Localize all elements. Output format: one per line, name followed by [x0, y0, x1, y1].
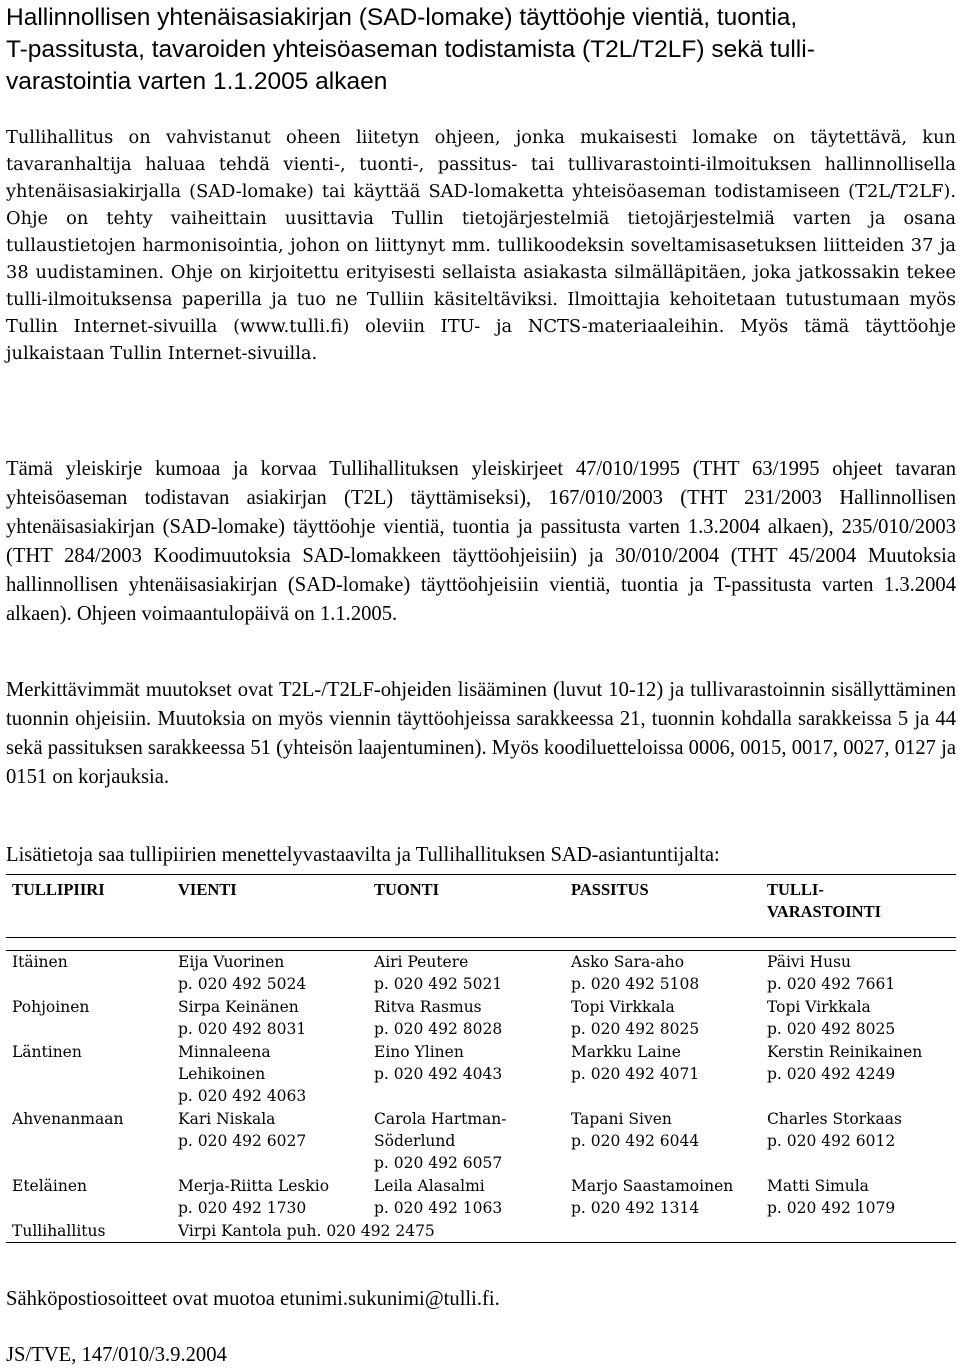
passitus-contact-cell: [571, 996, 699, 1040]
contact-name: Charles Storkaas: [767, 1110, 902, 1128]
contact-name: Minnaleena: [178, 1043, 271, 1061]
contact-phone: p. 020 492 7661: [767, 975, 896, 993]
header-tullipiiri: TULLIPIIRI: [12, 880, 105, 899]
tuonti-contact-cell: [374, 1108, 507, 1174]
contact-phone: p. 020 492 4043: [374, 1065, 503, 1083]
contact-phone: p. 020 492 4063: [178, 1087, 307, 1105]
email-note: Sähköpostiosoitteet ovat muotoa etunimi.sukunimi@tulli.fi.: [6, 1287, 500, 1310]
contact-name: Söderlund: [374, 1132, 456, 1150]
title-line: varastointia varten 1.1.2005 alkaen: [6, 68, 388, 95]
contacts-intro: Lisätietoja saa tullipiirien menettelyvastaavilta ja Tullihallituksen SAD-asiantuntijalta:: [6, 843, 720, 866]
tuonti-contact-cell: [374, 996, 502, 1040]
contact-name: Päivi Husu: [767, 953, 852, 971]
vienti-contact-cell: [178, 1220, 435, 1242]
contact-name: Marjo Saastamoinen: [571, 1177, 734, 1195]
contact-name: Sirpa Keinänen: [178, 998, 299, 1016]
intro-paragraph: Tullihallitus on vahvistanut oheen liitetyn ohjeen, jonka mukaisesti lomake on täytettävä, kun tavaranhaltija haluaa tehdä vienti-, tuonti-, passitus- tai tullivarastointi-ilmoituksen hallinnollisella yhtenäisasiakirjalla (SAD-lomake) tai käyttää SAD-lomaketta yhteisöaseman todistamiseen (T2L/T2LF). Ohje on tehty vaiheittain uusittavia Tullin tietojärjestelmiä tietojärjestelmiä varten ja osana tullaustietojen harmonisointia, johon on liittynyt mm. tullikoodeksin soveltamisasetuksen liitteiden 37 ja 38 uudistaminen. Ohje on kirjoitettu erityisesti sellaista asiakasta silmälläpitäen, joka jatkossakin tekee tulli-ilmoituksensa paperilla ja tuo ne Tulliin käsiteltäviksi. Ilmoittajia kehoitetaan tutustumaan myös Tullin Internet-sivuilla (www.tulli.fi) oleviin ITU- ja NCTS-materiaaleihin. Myös tämä täyttöohje julkaistaan Tullin Internet-sivuilla.: [6, 127, 956, 364]
contact-name: Leila Alasalmi: [374, 1177, 485, 1195]
contact-row: [6, 1041, 956, 1108]
contact-phone: p. 020 492 6012: [767, 1132, 896, 1150]
region-cell: [12, 1108, 123, 1130]
contact-phone: p. 020 492 1314: [571, 1199, 700, 1217]
contact-name: Topi Virkkala: [767, 998, 871, 1016]
contact-name: Airi Peutere: [374, 953, 469, 971]
contact-row: [6, 951, 956, 996]
header-vienti: VIENTI: [178, 880, 237, 899]
contact-name: Ritva Rasmus: [374, 998, 482, 1016]
changes-paragraph: Merkittävimmät muutokset ovat T2L-/T2LF-ohjeiden lisääminen (luvut 10-12) ja tullivarastoinnin sisällyttäminen tuonnin ohjeisiin. Muutoksia on myös viennin täyttöohjeissa sarakkeessa 21, tuonnin kohdalla sarakkeissa 5 ja 44 sekä passituksen sarakkeessa 51 (yhteisön laajentuminen). Myös koodiluetteloissa 0006, 0015, 0017, 0027, 0127 ja 0151 on korjauksia.: [6, 678, 956, 788]
header-passitus: PASSITUS: [571, 880, 649, 899]
tullivarastointi-contact-cell: [767, 1041, 922, 1085]
passitus-contact-cell: [571, 1041, 699, 1085]
contact-phone: p. 020 492 8031: [178, 1020, 307, 1038]
tuonti-contact-cell: [374, 1041, 502, 1085]
document-reference: JS/TVE, 147/010/3.9.2004: [6, 1343, 227, 1366]
contact-phone: p. 020 492 5024: [178, 975, 307, 993]
contact-row: [6, 1220, 956, 1242]
contact-row: [6, 1175, 956, 1220]
tuonti-contact-cell: [374, 951, 502, 995]
region-cell: [12, 1175, 87, 1197]
contact-name: Carola Hartman-: [374, 1110, 507, 1128]
region-cell: [12, 996, 89, 1018]
contact-name: Eija Vuorinen: [178, 953, 285, 971]
tullivarastointi-contact-cell: [767, 996, 895, 1040]
passitus-contact-cell: [571, 1175, 733, 1219]
header-tullivarastointi: [767, 879, 881, 923]
contact-name: Topi Virkkala: [571, 998, 675, 1016]
region-name: Eteläinen: [12, 1177, 88, 1195]
header-tulli: TULLI-: [767, 880, 824, 899]
vienti-contact-cell: [178, 1041, 306, 1107]
vienti-contact-cell: [178, 951, 306, 995]
contact-name: Eino Ylinen: [374, 1043, 464, 1061]
region-name: Ahvenanmaan: [12, 1110, 124, 1128]
contact-name: Virpi Kantola puh. 020 492 2475: [178, 1222, 435, 1240]
vienti-contact-cell: [178, 1108, 306, 1152]
contact-name: Tapani Siven: [571, 1110, 672, 1128]
contacts-table-body: [6, 950, 956, 1243]
contact-name: Merja-Riitta Leskio: [178, 1177, 330, 1195]
tullivarastointi-contact-cell: [767, 951, 895, 995]
header-varastointi: VARASTOINTI: [767, 902, 882, 921]
contacts-table: [6, 874, 956, 1243]
contacts-table-header: [6, 874, 956, 938]
contact-phone: p. 020 492 5021: [374, 975, 503, 993]
contact-name: Lehikoinen: [178, 1065, 266, 1083]
contact-phone: p. 020 492 1063: [374, 1199, 503, 1217]
contact-phone: p. 020 492 8025: [767, 1020, 896, 1038]
repeal-paragraph: Tämä yleiskirje kumoaa ja korvaa Tullihallituksen yleiskirjeet 47/010/1995 (THT 63/1995 ohjeet tavaran yhteisöaseman todistavan asiakirjan (T2L) täyttämiseksi), 167/010/2003 (THT 231/2003 Hallinnollisen yhtenäisasiakirjan (SAD-lomake) täyttöohje vientiä, tuontia ja passitusta varten 1.3.2004 alkaen), 235/010/2003 (THT 284/2003 Koodimuutoksia SAD-lomakkeen täyttöohjeisiin) ja 30/010/2004 (THT 45/2004 Muutoksia hallinnollisen yhtenäisasiakirjan (SAD-lomake) täyttöohjeisiin vientiä, tuontia ja T-passitusta varten 1.3.2004 alkaen). Ohjeen voimaantulopäivä on 1.1.2005.: [6, 457, 956, 625]
vienti-contact-cell: [178, 996, 306, 1040]
contact-phone: p. 020 492 5108: [571, 975, 700, 993]
contact-row: [6, 996, 956, 1041]
contact-name: Asko Sara-aho: [571, 953, 685, 971]
tullivarastointi-contact-cell: [767, 1108, 902, 1152]
title-line: T-passitusta, tavaroiden yhteisöaseman todistamista (T2L/T2LF) sekä tulli-: [6, 36, 815, 63]
region-name: Tullihallitus: [12, 1222, 106, 1240]
region-cell: [12, 1220, 105, 1242]
contact-name: Markku Laine: [571, 1043, 681, 1061]
title-line: Hallinnollisen yhtenäisasiakirjan (SAD-lomake) täyttöohje vientiä, tuontia,: [6, 4, 798, 31]
region-cell: [12, 1041, 82, 1063]
contact-row: [6, 1108, 956, 1175]
contact-phone: p. 020 492 4071: [571, 1065, 700, 1083]
header-tuonti: TUONTI: [374, 880, 440, 899]
region-name: Pohjoinen: [12, 998, 90, 1016]
contact-name: Kari Niskala: [178, 1110, 276, 1128]
contact-phone: p. 020 492 6044: [571, 1132, 700, 1150]
contact-phone: p. 020 492 6057: [374, 1154, 503, 1172]
contact-phone: p. 020 492 4249: [767, 1065, 896, 1083]
contact-phone: p. 020 492 8028: [374, 1020, 503, 1038]
passitus-contact-cell: [571, 1108, 699, 1152]
region-name: Itäinen: [12, 953, 68, 971]
document-title: [6, 2, 956, 98]
contact-phone: p. 020 492 6027: [178, 1132, 307, 1150]
tuonti-contact-cell: [374, 1175, 502, 1219]
region-cell: [12, 951, 68, 973]
contact-phone: p. 020 492 1730: [178, 1199, 307, 1217]
tullivarastointi-contact-cell: [767, 1175, 895, 1219]
passitus-contact-cell: [571, 951, 699, 995]
region-name: Läntinen: [12, 1043, 82, 1061]
contact-name: Kerstin Reinikainen: [767, 1043, 923, 1061]
contact-phone: p. 020 492 1079: [767, 1199, 896, 1217]
contact-name: Matti Simula: [767, 1177, 869, 1195]
contact-phone: p. 020 492 8025: [571, 1020, 700, 1038]
vienti-contact-cell: [178, 1175, 329, 1219]
